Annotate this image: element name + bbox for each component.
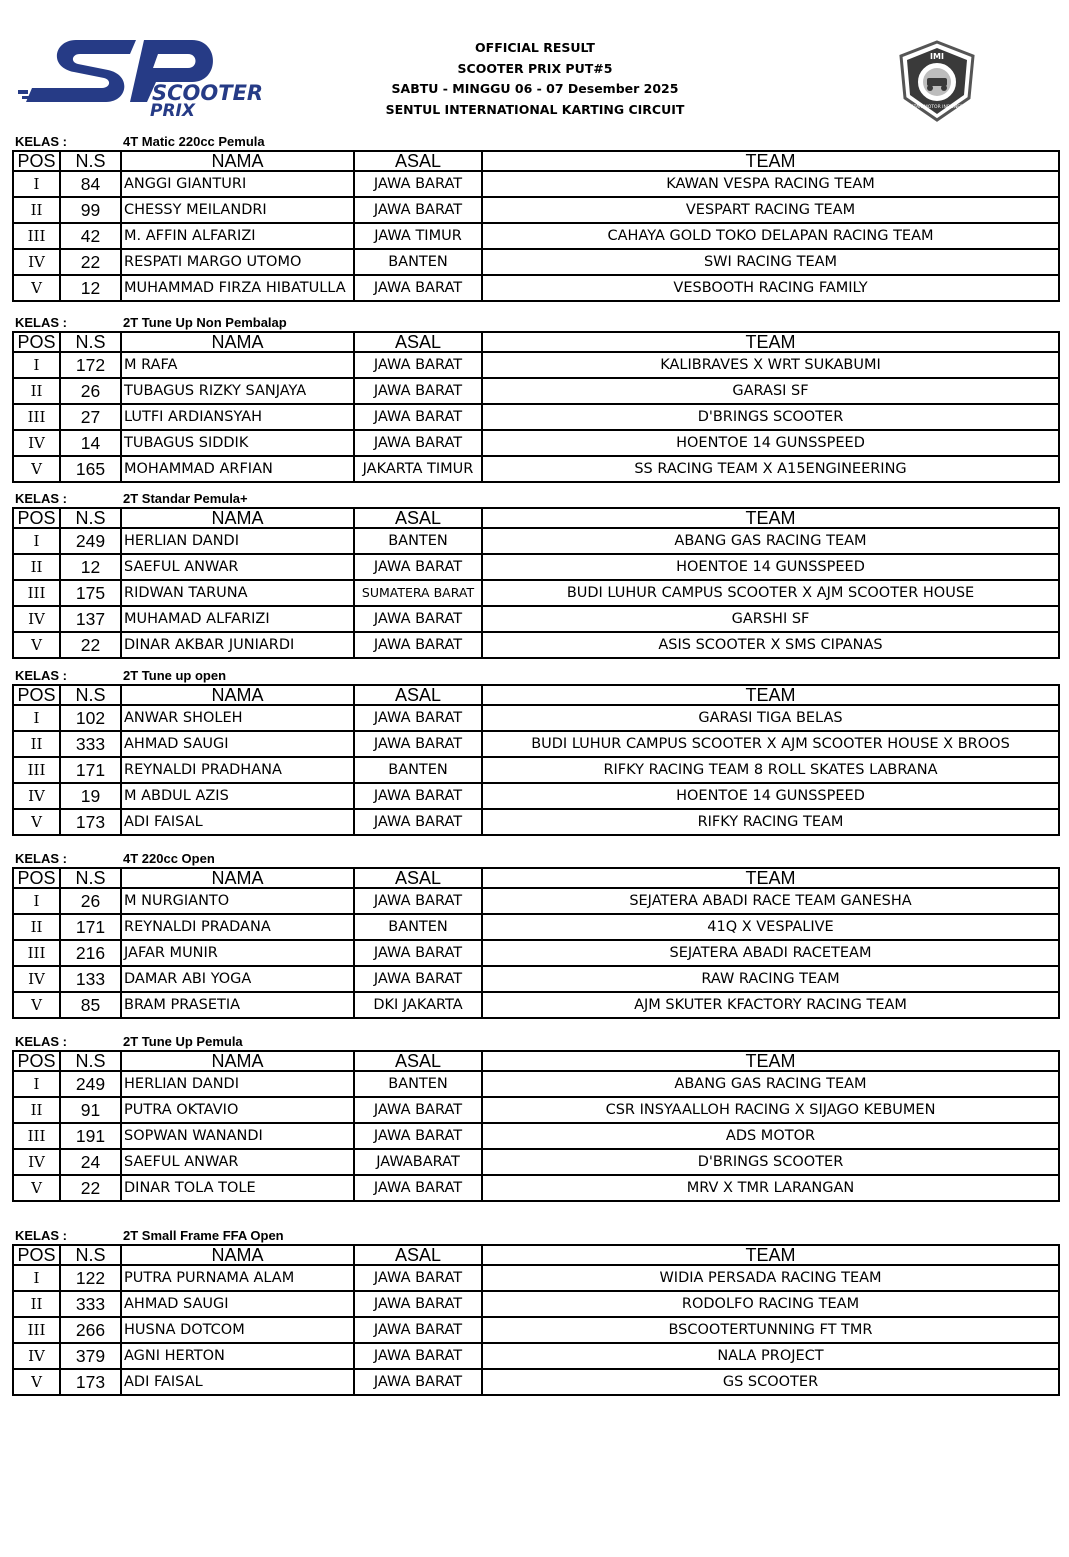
cell-nama: REYNALDI PRADANA	[121, 914, 354, 940]
cell-team: ADS MOTOR	[482, 1123, 1059, 1149]
col-header-asal: ASAL	[354, 1245, 482, 1265]
table-header-row	[13, 1051, 1059, 1071]
table-row	[13, 580, 1059, 606]
cell-pos: II	[13, 554, 60, 580]
kelas-label: KELAS :	[15, 491, 67, 506]
cell-nama: DINAR TOLA TOLE	[121, 1175, 354, 1201]
cell-nama: DAMAR ABI YOGA	[121, 966, 354, 992]
results-table	[12, 1244, 1060, 1396]
cell-asal: JAWA TIMUR	[354, 223, 482, 249]
results-table	[12, 150, 1060, 302]
cell-pos: II	[13, 1097, 60, 1123]
cell-ns: 22	[60, 632, 121, 658]
col-header-pos: POS	[13, 1245, 60, 1265]
cell-asal: JAWA BARAT	[354, 1343, 482, 1369]
col-header-ns: N.S	[60, 1245, 121, 1265]
cell-asal: SUMATERA BARAT	[354, 580, 482, 606]
cell-pos: I	[13, 352, 60, 378]
header-line-date: SABTU - MINGGU 06 - 07 Desember 2025	[391, 81, 679, 96]
table-row	[13, 632, 1059, 658]
col-header-ns: N.S	[60, 508, 121, 528]
cell-asal: JAWA BARAT	[354, 1369, 482, 1395]
cell-ns: 137	[60, 606, 121, 632]
cell-nama: RIDWAN TARUNA	[121, 580, 354, 606]
table-header-row	[13, 151, 1059, 171]
table-row	[13, 705, 1059, 731]
kelas-label: KELAS :	[15, 1034, 67, 1049]
table-row	[13, 914, 1059, 940]
table-row	[13, 940, 1059, 966]
cell-pos: II	[13, 731, 60, 757]
cell-nama: CHESSY MEILANDRI	[121, 197, 354, 223]
cell-nama: HERLIAN DANDI	[121, 528, 354, 554]
table-header-row	[13, 868, 1059, 888]
table-row	[13, 1071, 1059, 1097]
emblem-ring-text: IKATAN MOTOR INDONESIA	[906, 105, 968, 110]
cell-team: RODOLFO RACING TEAM	[482, 1291, 1059, 1317]
cell-team: GARSHI SF	[482, 606, 1059, 632]
cell-nama: ANGGI GIANTURI	[121, 171, 354, 197]
cell-nama: AHMAD SAUGI	[121, 731, 354, 757]
cell-pos: V	[13, 992, 60, 1018]
cell-nama: JAFAR MUNIR	[121, 940, 354, 966]
table-row	[13, 275, 1059, 301]
cell-ns: 172	[60, 352, 121, 378]
kelas-label: KELAS :	[15, 134, 67, 149]
col-header-ns: N.S	[60, 332, 121, 352]
col-header-team: TEAM	[482, 151, 1059, 171]
cell-pos: I	[13, 1071, 60, 1097]
col-header-nama: NAMA	[121, 685, 354, 705]
col-header-ns: N.S	[60, 685, 121, 705]
cell-asal: JAWA BARAT	[354, 1291, 482, 1317]
cell-nama: AGNI HERTON	[121, 1343, 354, 1369]
cell-team: RIFKY RACING TEAM	[482, 809, 1059, 835]
cell-ns: 173	[60, 809, 121, 835]
cell-ns: 266	[60, 1317, 121, 1343]
cell-asal: BANTEN	[354, 249, 482, 275]
col-header-team: TEAM	[482, 685, 1059, 705]
kelas-name: 4T 220cc Open	[123, 851, 215, 866]
table-row	[13, 456, 1059, 482]
cell-team: VESPART RACING TEAM	[482, 197, 1059, 223]
cell-team: ABANG GAS RACING TEAM	[482, 528, 1059, 554]
cell-asal: JAWABARAT	[354, 1149, 482, 1175]
kelas-name: 2T Tune Up Non Pembalap	[123, 315, 287, 330]
cell-asal: JAWA BARAT	[354, 1097, 482, 1123]
cell-team: D'BRINGS SCOOTER	[482, 404, 1059, 430]
cell-team: RIFKY RACING TEAM 8 ROLL SKATES LABRANA	[482, 757, 1059, 783]
cell-pos: III	[13, 404, 60, 430]
kelas-section	[12, 851, 1058, 1019]
cell-ns: 165	[60, 456, 121, 482]
cell-team: WIDIA PERSADA RACING TEAM	[482, 1265, 1059, 1291]
table-row	[13, 1265, 1059, 1291]
cell-pos: III	[13, 580, 60, 606]
cell-asal: JAWA BARAT	[354, 1175, 482, 1201]
kelas-label: KELAS :	[15, 1228, 67, 1243]
cell-ns: 19	[60, 783, 121, 809]
results-table	[12, 1050, 1060, 1202]
cell-nama: MUHAMMAD FIRZA HIBATULLA	[121, 275, 354, 301]
cell-ns: 171	[60, 757, 121, 783]
cell-nama: HUSNA DOTCOM	[121, 1317, 354, 1343]
table-row	[13, 888, 1059, 914]
cell-asal: JAWA BARAT	[354, 632, 482, 658]
cell-asal: JAWA BARAT	[354, 378, 482, 404]
cell-asal: JAWA BARAT	[354, 1123, 482, 1149]
col-header-ns: N.S	[60, 1051, 121, 1071]
cell-pos: I	[13, 528, 60, 554]
cell-pos: II	[13, 914, 60, 940]
cell-team: AJM SKUTER KFACTORY RACING TEAM	[482, 992, 1059, 1018]
results-table	[12, 331, 1060, 483]
cell-team: KALIBRAVES X WRT SUKABUMI	[482, 352, 1059, 378]
table-header-row	[13, 332, 1059, 352]
cell-asal: BANTEN	[354, 1071, 482, 1097]
cell-asal: JAWA BARAT	[354, 1265, 482, 1291]
col-header-asal: ASAL	[354, 868, 482, 888]
cell-pos: III	[13, 1317, 60, 1343]
cell-team: BSCOOTERTUNNING FT TMR	[482, 1317, 1059, 1343]
cell-pos: V	[13, 632, 60, 658]
cell-pos: V	[13, 275, 60, 301]
cell-asal: JAWA BARAT	[354, 940, 482, 966]
col-header-nama: NAMA	[121, 508, 354, 528]
cell-ns: 22	[60, 1175, 121, 1201]
cell-nama: M RAFA	[121, 352, 354, 378]
cell-ns: 171	[60, 914, 121, 940]
cell-pos: IV	[13, 783, 60, 809]
cell-asal: JAWA BARAT	[354, 404, 482, 430]
kelas-section	[12, 1034, 1058, 1202]
cell-ns: 249	[60, 528, 121, 554]
cell-team: ASIS SCOOTER X SMS CIPANAS	[482, 632, 1059, 658]
col-header-asal: ASAL	[354, 1051, 482, 1071]
cell-team: GARASI TIGA BELAS	[482, 705, 1059, 731]
table-row	[13, 352, 1059, 378]
cell-nama: SAEFUL ANWAR	[121, 1149, 354, 1175]
table-row	[13, 1097, 1059, 1123]
table-header-row	[13, 1245, 1059, 1265]
header-line-official-result: OFFICIAL RESULT	[475, 40, 595, 55]
cell-ns: 175	[60, 580, 121, 606]
kelas-section	[12, 315, 1058, 483]
cell-team: MRV X TMR LARANGAN	[482, 1175, 1059, 1201]
cell-nama: TUBAGUS SIDDIK	[121, 430, 354, 456]
table-header-row	[13, 508, 1059, 528]
col-header-pos: POS	[13, 508, 60, 528]
cell-pos: IV	[13, 249, 60, 275]
table-row	[13, 249, 1059, 275]
cell-nama: ADI FAISAL	[121, 1369, 354, 1395]
results-table	[12, 684, 1060, 836]
cell-pos: I	[13, 705, 60, 731]
cell-ns: 379	[60, 1343, 121, 1369]
cell-pos: II	[13, 1291, 60, 1317]
cell-nama: DINAR AKBAR JUNIARDI	[121, 632, 354, 658]
cell-pos: III	[13, 223, 60, 249]
cell-team: D'BRINGS SCOOTER	[482, 1149, 1059, 1175]
col-header-team: TEAM	[482, 868, 1059, 888]
cell-team: ABANG GAS RACING TEAM	[482, 1071, 1059, 1097]
cell-asal: JAWA BARAT	[354, 1317, 482, 1343]
col-header-pos: POS	[13, 332, 60, 352]
table-row	[13, 430, 1059, 456]
kelas-section	[12, 668, 1058, 836]
cell-ns: 249	[60, 1071, 121, 1097]
cell-ns: 12	[60, 275, 121, 301]
cell-nama: MUHAMAD ALFARIZI	[121, 606, 354, 632]
document-header	[330, 38, 740, 120]
cell-nama: ADI FAISAL	[121, 809, 354, 835]
cell-nama: RESPATI MARGO UTOMO	[121, 249, 354, 275]
cell-team: HOENTOE 14 GUNSSPEED	[482, 554, 1059, 580]
kelas-name: 4T Matic 220cc Pemula	[123, 134, 265, 149]
kelas-section	[12, 134, 1058, 302]
cell-pos: IV	[13, 966, 60, 992]
cell-nama: SOPWAN WANANDI	[121, 1123, 354, 1149]
cell-ns: 27	[60, 404, 121, 430]
kelas-section	[12, 491, 1058, 659]
cell-team: GS SCOOTER	[482, 1369, 1059, 1395]
header-line-venue: SENTUL INTERNATIONAL KARTING CIRCUIT	[385, 101, 685, 117]
cell-pos: IV	[13, 1149, 60, 1175]
col-header-nama: NAMA	[121, 151, 354, 171]
cell-pos: IV	[13, 430, 60, 456]
table-row	[13, 1317, 1059, 1343]
table-row	[13, 1291, 1059, 1317]
results-table	[12, 867, 1060, 1019]
col-header-nama: NAMA	[121, 1051, 354, 1071]
cell-ns: 26	[60, 378, 121, 404]
kelas-label: KELAS :	[15, 668, 67, 683]
cell-asal: JAWA BARAT	[354, 171, 482, 197]
cell-ns: 191	[60, 1123, 121, 1149]
cell-team: SEJATERA ABADI RACETEAM	[482, 940, 1059, 966]
cell-nama: TUBAGUS RIZKY SANJAYA	[121, 378, 354, 404]
col-header-ns: N.S	[60, 868, 121, 888]
cell-pos: V	[13, 1369, 60, 1395]
cell-ns: 84	[60, 171, 121, 197]
scooter-prix-logo	[16, 36, 276, 120]
table-row	[13, 197, 1059, 223]
col-header-team: TEAM	[482, 508, 1059, 528]
table-row	[13, 966, 1059, 992]
cell-team: RAW RACING TEAM	[482, 966, 1059, 992]
cell-asal: JAWA BARAT	[354, 966, 482, 992]
cell-nama: BRAM PRASETIA	[121, 992, 354, 1018]
cell-team: HOENTOE 14 GUNSSPEED	[482, 430, 1059, 456]
col-header-nama: NAMA	[121, 332, 354, 352]
table-row	[13, 606, 1059, 632]
cell-asal: JAWA BARAT	[354, 606, 482, 632]
cell-nama: M. AFFIN ALFARIZI	[121, 223, 354, 249]
cell-asal: JAWA BARAT	[354, 554, 482, 580]
cell-pos: II	[13, 197, 60, 223]
kelas-label: KELAS :	[15, 851, 67, 866]
col-header-nama: NAMA	[121, 1245, 354, 1265]
cell-ns: 333	[60, 731, 121, 757]
cell-asal: JAWA BARAT	[354, 809, 482, 835]
cell-asal: BANTEN	[354, 757, 482, 783]
cell-team: HOENTOE 14 GUNSSPEED	[482, 783, 1059, 809]
cell-nama: PUTRA OKTAVIO	[121, 1097, 354, 1123]
cell-nama: M NURGIANTO	[121, 888, 354, 914]
table-row	[13, 1175, 1059, 1201]
table-row	[13, 809, 1059, 835]
kelas-label: KELAS :	[15, 315, 67, 330]
cell-asal: JAKARTA TIMUR	[354, 456, 482, 482]
cell-nama: SAEFUL ANWAR	[121, 554, 354, 580]
table-row	[13, 1343, 1059, 1369]
cell-pos: V	[13, 809, 60, 835]
results-table	[12, 507, 1060, 659]
kelas-name: 2T Small Frame FFA Open	[123, 1228, 284, 1243]
kelas-name: 2T Standar Pemula+	[123, 491, 248, 506]
cell-asal: JAWA BARAT	[354, 430, 482, 456]
cell-pos: V	[13, 456, 60, 482]
cell-ns: 24	[60, 1149, 121, 1175]
cell-team: CAHAYA GOLD TOKO DELAPAN RACING TEAM	[482, 223, 1059, 249]
table-header-row	[13, 685, 1059, 705]
table-row	[13, 992, 1059, 1018]
cell-asal: JAWA BARAT	[354, 888, 482, 914]
cell-pos: I	[13, 888, 60, 914]
cell-ns: 122	[60, 1265, 121, 1291]
table-row	[13, 757, 1059, 783]
col-header-team: TEAM	[482, 1245, 1059, 1265]
cell-ns: 91	[60, 1097, 121, 1123]
cell-pos: III	[13, 940, 60, 966]
cell-nama: HERLIAN DANDI	[121, 1071, 354, 1097]
table-row	[13, 731, 1059, 757]
cell-nama: ANWAR SHOLEH	[121, 705, 354, 731]
col-header-ns: N.S	[60, 151, 121, 171]
cell-pos: I	[13, 171, 60, 197]
emblem-top-text: IMI	[930, 52, 944, 61]
table-row	[13, 554, 1059, 580]
cell-ns: 173	[60, 1369, 121, 1395]
cell-ns: 22	[60, 249, 121, 275]
cell-ns: 14	[60, 430, 121, 456]
cell-ns: 133	[60, 966, 121, 992]
cell-nama: MOHAMMAD ARFIAN	[121, 456, 354, 482]
col-header-team: TEAM	[482, 1051, 1059, 1071]
cell-pos: II	[13, 378, 60, 404]
cell-pos: IV	[13, 1343, 60, 1369]
kelas-name: 2T Tune Up Pemula	[123, 1034, 243, 1049]
logo-sub-prix: PRIX	[150, 101, 195, 120]
cell-pos: I	[13, 1265, 60, 1291]
cell-team: 41Q X VESPALIVE	[482, 914, 1059, 940]
cell-pos: IV	[13, 606, 60, 632]
cell-ns: 333	[60, 1291, 121, 1317]
cell-asal: JAWA BARAT	[354, 275, 482, 301]
col-header-team: TEAM	[482, 332, 1059, 352]
cell-pos: III	[13, 1123, 60, 1149]
cell-ns: 102	[60, 705, 121, 731]
cell-ns: 85	[60, 992, 121, 1018]
cell-team: BUDI LUHUR CAMPUS SCOOTER X AJM SCOOTER HOUSE	[482, 580, 1059, 606]
col-header-pos: POS	[13, 868, 60, 888]
cell-nama: M ABDUL AZIS	[121, 783, 354, 809]
col-header-pos: POS	[13, 151, 60, 171]
cell-asal: JAWA BARAT	[354, 352, 482, 378]
col-header-asal: ASAL	[354, 508, 482, 528]
cell-pos: V	[13, 1175, 60, 1201]
col-header-asal: ASAL	[354, 332, 482, 352]
col-header-asal: ASAL	[354, 151, 482, 171]
table-row	[13, 528, 1059, 554]
cell-team: NALA PROJECT	[482, 1343, 1059, 1369]
table-row	[13, 1369, 1059, 1395]
kelas-section	[12, 1228, 1058, 1396]
cell-asal: DKI JAKARTA	[354, 992, 482, 1018]
table-row	[13, 223, 1059, 249]
cell-ns: 26	[60, 888, 121, 914]
cell-ns: 99	[60, 197, 121, 223]
col-header-asal: ASAL	[354, 685, 482, 705]
table-row	[13, 378, 1059, 404]
table-row	[13, 1123, 1059, 1149]
table-row	[13, 783, 1059, 809]
cell-nama: PUTRA PURNAMA ALAM	[121, 1265, 354, 1291]
col-header-pos: POS	[13, 1051, 60, 1071]
cell-nama: REYNALDI PRADHANA	[121, 757, 354, 783]
cell-team: VESBOOTH RACING FAMILY	[482, 275, 1059, 301]
logo-sub-scooter: SCOOTER	[152, 81, 264, 105]
cell-asal: JAWA BARAT	[354, 783, 482, 809]
cell-asal: JAWA BARAT	[354, 731, 482, 757]
cell-asal: BANTEN	[354, 528, 482, 554]
cell-ns: 42	[60, 223, 121, 249]
cell-asal: JAWA BARAT	[354, 197, 482, 223]
table-row	[13, 171, 1059, 197]
cell-nama: AHMAD SAUGI	[121, 1291, 354, 1317]
kelas-name: 2T Tune up open	[123, 668, 227, 683]
cell-asal: JAWA BARAT	[354, 705, 482, 731]
imi-emblem	[895, 40, 979, 122]
cell-team: BUDI LUHUR CAMPUS SCOOTER X AJM SCOOTER HOUSE X BROOS	[482, 731, 1059, 757]
cell-team: CSR INSYAALLOH RACING X SIJAGO KEBUMEN	[482, 1097, 1059, 1123]
cell-team: SS RACING TEAM X A15ENGINEERING	[482, 456, 1059, 482]
cell-pos: III	[13, 757, 60, 783]
cell-ns: 12	[60, 554, 121, 580]
cell-team: SEJATERA ABADI RACE TEAM GANESHA	[482, 888, 1059, 914]
cell-ns: 216	[60, 940, 121, 966]
table-row	[13, 404, 1059, 430]
cell-team: GARASI SF	[482, 378, 1059, 404]
cell-asal: BANTEN	[354, 914, 482, 940]
header-line-event: SCOOTER PRIX PUT#5	[457, 60, 613, 76]
table-row	[13, 1149, 1059, 1175]
col-header-nama: NAMA	[121, 868, 354, 888]
col-header-pos: POS	[13, 685, 60, 705]
cell-nama: LUTFI ARDIANSYAH	[121, 404, 354, 430]
cell-team: KAWAN VESPA RACING TEAM	[482, 171, 1059, 197]
cell-team: SWI RACING TEAM	[482, 249, 1059, 275]
